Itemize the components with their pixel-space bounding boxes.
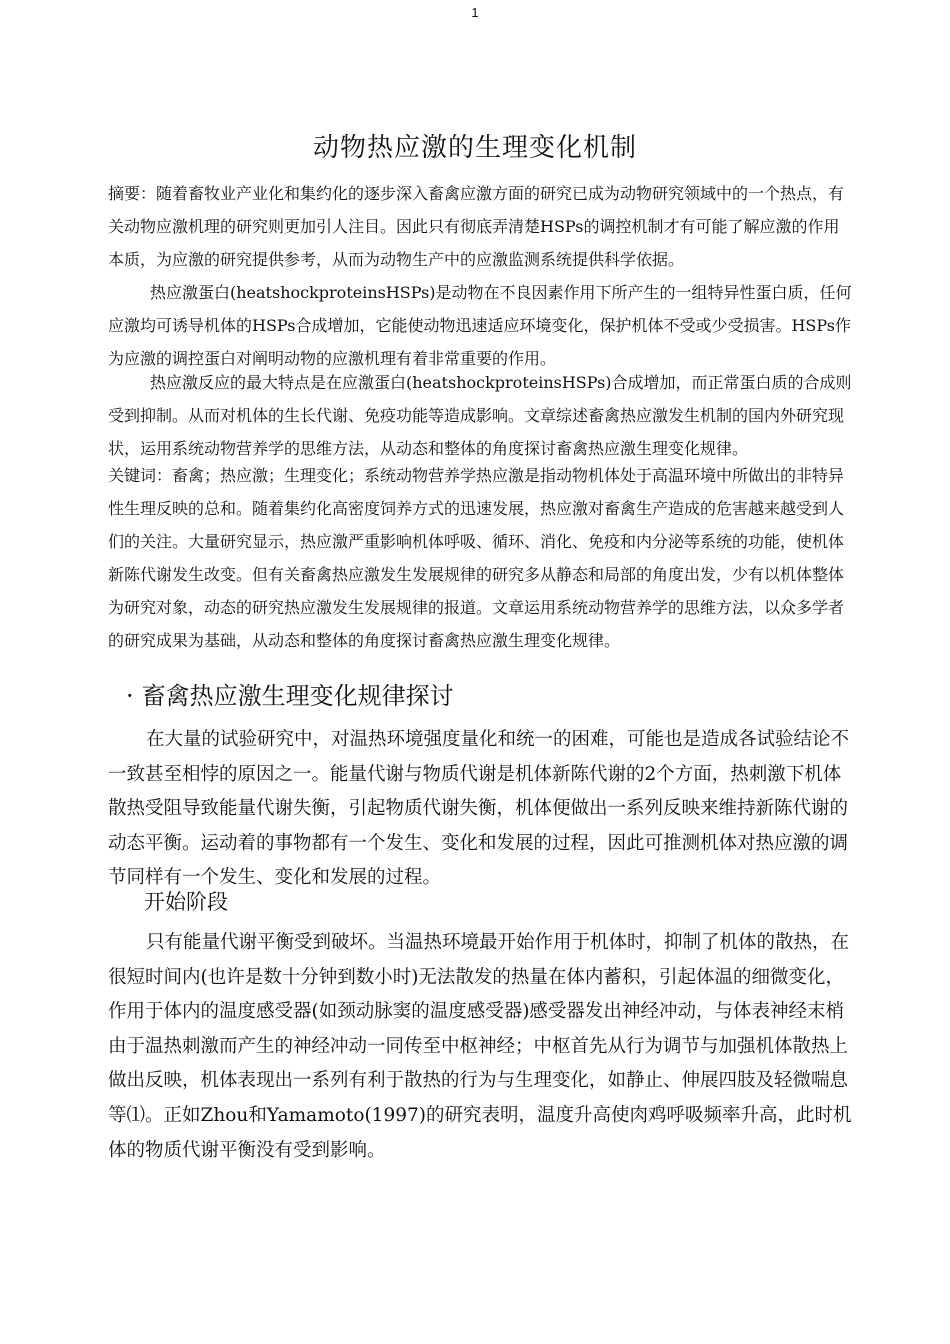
stage-paragraph: 只有能量代谢平衡受到破坏。当温热环境最开始作用于机体时，抑制了机体的散热，在很短时间内(也许是数十分钟到数小时)无法散发的热量在体内蓄积，引起体温的细微变化，作用于体内的温度感受器(如颈动脉窦的温度感受器)感受器发出神经冲动，与体表神经末梢由于温热刺激而产生的神经冲动一同传至中枢神经；中枢首先从行为调节与加强机体散热上做出反映，机体表现出一系列有利于散热的行为与生理变化，如静止、伸展四肢及轻微喘息等⑴。正如Zhou和Yamamoto(1997)的研究表明，温度升高使肉鸡呼吸频率升高，此时机体的物质代谢平衡没有受到影响。 bbox=[108, 932, 852, 1161]
subheading-start-stage: 开始阶段 bbox=[144, 890, 228, 914]
feature-paragraph: 热应激反应的最大特点是在应激蛋白(heatshockproteinsHSPs)合成增加，而正常蛋白质的合成则受到抑制。从而对机体的生长代谢、免疫功能等造成影响。文章综述畜禽热应激发生机制的国内外研究现状，运用系统动物营养学的思维方法，从动态和整体的角度探讨畜禽热应激生理变化规律。 bbox=[108, 373, 852, 458]
keywords-paragraph: 关键词：畜禽；热应激；生理变化；系统动物营养学热应激是指动物机体处于高温环境中所做出的非特异性生理反映的总和。随着集约化高密度饲养方式的迅速发展，热应激对畜禽生产造成的危害越来越受到人们的关注。大量研究显示，热应激严重影响机体呼吸、循环、消化、免疫和内分泌等系统的功能，使机体新陈代谢发生改变。但有关畜禽热应激发生发展规律的研究多从静态和局部的角度出发，少有以机体整体为研究对象，动态的研究热应激发生发展规律的报道。文章运用系统动物营养学的思维方法，以众多学者的研究成果为基础，从动态和整体的角度探讨畜禽热应激生理变化规律。 bbox=[108, 466, 845, 650]
section-bullet: · bbox=[126, 682, 134, 710]
section-paragraph: 在大量的试验研究中，对温热环境强度量化和统一的困难，可能也是造成各试验结论不一致甚至相悖的原因之一。能量代谢与物质代谢是机体新陈代谢的2个方面，热刺激下机体散热受阻导致能量代谢失衡，引起物质代谢失衡，机体便做出一系列反映来维持新陈代谢的动态平衡。运动着的事物都有一个发生、变化和发展的过程，因此可推测机体对热应激的调节同样有一个发生、变化和发展的过程。 bbox=[108, 729, 850, 889]
document-title: 动物热应激的生理变化机制 bbox=[312, 133, 637, 163]
section-heading-text: 畜禽热应激生理变化规律探讨 bbox=[141, 682, 454, 710]
hsp-paragraph: 热应激蛋白(heatshockproteinsHSPs)是动物在不良因素作用下所产生的一组特异性蛋白质，任何应激均可诱导机体的HSPs合成增加，它能使动物迅速适应环境变化，保护机体不受或少受损害。HSPs作为应激的调控蛋白对阐明动物的应激机理有着非常重要的作用。 bbox=[108, 283, 852, 368]
abstract-paragraph: 摘要：随着畜牧业产业化和集约化的逐步深入畜禽应激方面的研究已成为动物研究领域中的一个热点，有关动物应激机理的研究则更加引人注目。因此只有彻底弄清楚HSPs的调控机制才有可能了解应激的作用本质，为应激的研究提供参考，从而为动物生产中的应激监测系统提供科学依据。 bbox=[108, 184, 845, 269]
section-heading bbox=[126, 680, 454, 712]
page-number: 1 bbox=[471, 5, 479, 20]
